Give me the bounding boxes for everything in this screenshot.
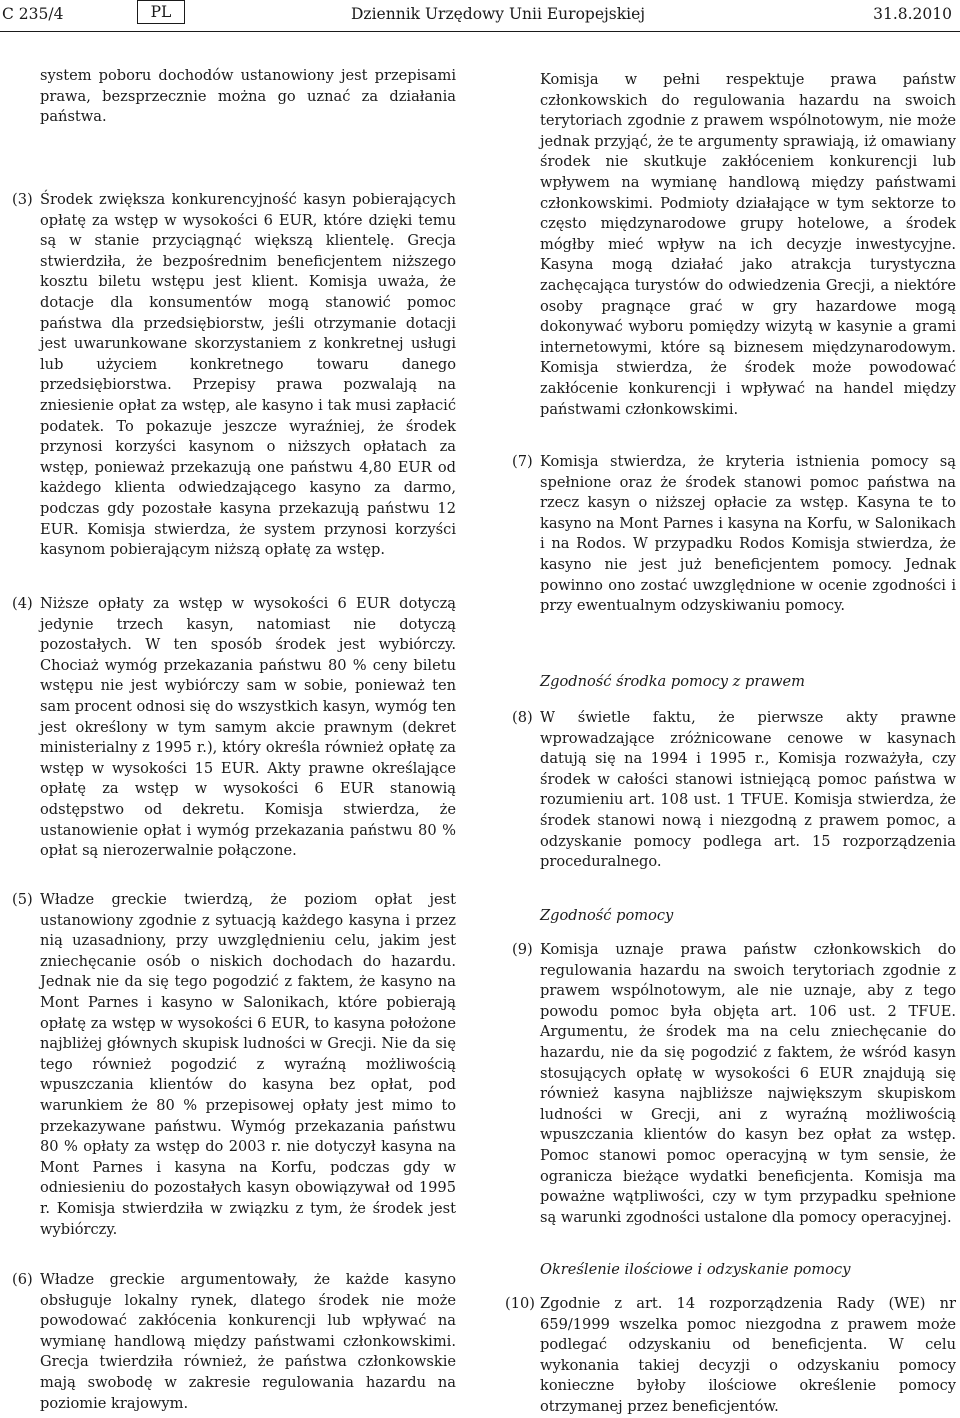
paragraph-5-text: Władze greckie twierdzą, że poziom opłat jest ustanowiony zgodnie z sytuacją każdego kasyna i przez nią uzasadniony, przy uwzględnieniu celu, jakim jest zniechęcanie osób o niskich dochodach do hazardu. Jednak nie da się tego pogodzić z faktem, że kasyno na Mont Parnes i kasyno w Salonikach, które pobierają opłatę za wstęp w wysokości 6 EUR, to kasyna położone najbliżej głównych skupisk ludności w Grecji. Nie da się tego również pogodzić z wyraźną możliwością wpuszczania klientów do kasyna bez opłat, pod warunkiem że 80 % przepisowej opłaty jest mimo to przekazywane państwu. Wymóg przekazania państwu 80 % opłaty za wstęp do 2003 r. nie dotyczył kasyna na Mont Parnes i kasyna na Korfu, podczas gdy w odniesieniu do pozostałych kasyn obowiązywał od 1995 r. Komisja stwierdziła w związku z tym, że środek jest wybiórczy. xyxy=(40,891,456,1238)
paragraph-5 xyxy=(40,890,456,1240)
paragraph-number-4: (4) xyxy=(12,595,33,612)
paragraph-number-7: (7) xyxy=(512,453,533,470)
paragraph-8-text: W świetle faktu, że pierwsze akty prawne wprowadzające zróżnicowane cenowe w kasynach datują się na 1994 i 1995 r., Komisja rozważyła, czy środek w całości stanowi istniejącą pomoc państwa w rozumieniu art. 108 ust. 1 TFUE. Komisja stwierdza, że środek stanowi nową i niezgodną z prawem pomoc, a odzyskanie pomocy podlega art. 15 rozporządzenia proceduralnego. xyxy=(540,709,956,871)
page-reference: C 235/4 xyxy=(2,5,64,23)
paragraph-3-text: Środek zwiększa konkurencyjność kasyn pobierających opłatę za wstęp w wysokości 6 EUR, które dzięki temu są w stanie przyciągnąć większą klientelę. Grecja stwierdziła, że bezpośrednim beneficjentem niższego kosztu biletu wstępu jest klient. Komisja uważa, że dotacje dla konsumentów mogą stanowić pomoc państwa dla przedsiębiorstw, jeśli otrzymanie dotacji jest uwarunkowane skorzystaniem z konkretnej usługi lub użyciem konkretnego towaru danego przedsiębiorstwa. Przepisy prawa pozwalają na zniesienie opłat za wstęp, ale kasyno i tak musi zapłacić podatek. To pokazuje jeszcze wyraźniej, że środek przynosi korzyści kasynom o niższych opłatach za wstęp, ponieważ przekazują one państwu 4,80 EUR od każdego klienta odwiedzającego kasyno za darmo, podczas gdy pozostałe kasyna przekazują państwu 12 EUR. Komisja stwierdza, że system przynosi korzyści kasynom pobierającym niższą opłatę za wstęp. xyxy=(40,191,456,559)
paragraph-number-5: (5) xyxy=(12,891,33,908)
section-heading-legality: Zgodność środka pomocy z prawem xyxy=(540,673,805,690)
paragraph-number-8: (8) xyxy=(512,709,533,726)
language-badge: PL xyxy=(137,0,185,24)
paragraph-3 xyxy=(40,190,456,561)
section-heading-compatibility: Zgodność pomocy xyxy=(540,907,674,924)
paragraph-number-9: (9) xyxy=(512,941,533,958)
right-intro-paragraph xyxy=(540,70,956,420)
paragraph-number-6: (6) xyxy=(12,1271,33,1288)
paragraph-10-text: Zgodnie z art. 14 rozporządzenia Rady (WE) nr 659/1999 wszelka pomoc niezgodna z prawem może podlegać odzyskaniu od beneficjenta. W celu wykonania takiej decyzji o odzyskaniu pomocy konieczne byłoby ilościowe określenie pomocy otrzymanej przez beneficjentów. xyxy=(540,1295,956,1415)
paragraph-7 xyxy=(540,452,956,617)
journal-title: Dziennik Urzędowy Unii Europejskiej xyxy=(351,5,646,23)
paragraph-4-text: Niższe opłaty za wstęp w wysokości 6 EUR dotyczą jedynie trzech kasyn, natomiast nie dotyczą pozostałych. W ten sposób środek jest wybiórczy. Chociaż wymóg przekazania państwu 80 % ceny biletu wstępu nie jest wybiórczy sam w sobie, ponieważ ten sam procent odnosi się do wszystkich kasyn, wymóg ten jest określony w tym samym akcie prawnym (dekret ministerialny z 1995 r.), który określa również opłatę za wstęp w wysokości 15 EUR. Akty prawne określające opłatę za wstęp w wysokości 6 EUR stanowią odstępstwo od dekretu. Komisja stwierdza, że ustanowienie opłat i wymóg przekazania państwu 80 % opłat są nierozerwalnie połączone. xyxy=(40,595,456,860)
section-heading-recovery: Określenie ilościowe i odzyskanie pomocy xyxy=(540,1261,851,1278)
paragraph-9 xyxy=(540,940,956,1228)
page-header xyxy=(0,0,960,34)
paragraph-6-text: Władze greckie argumentowały, że każde kasyno obsługuje lokalny rynek, dlatego środek nie może powodować zakłócenia konkurencji lub wpływać na wymianę handlową między państwami członkowskimi. Grecja twierdziła również, że państwa członkowskie mają swobodę w zakresie regulowania hazardu na poziomie krajowym. xyxy=(40,1271,456,1412)
paragraph-number-3: (3) xyxy=(12,191,33,208)
paragraph-10 xyxy=(540,1294,956,1418)
header-divider xyxy=(0,31,960,32)
paragraph-7-text: Komisja stwierdza, że kryteria istnienia pomocy są spełnione oraz że środek stanowi pomoc państwa na rzecz kasyn o niższej opłacie za wstęp. Kasyna te to kasyno na Mont Parnes i kasyna na Korfu, w Salonikach i na Rodos. W przypadku Rodos Komisja stwierdza, że kasyno nie jest już beneficjentem pomocy. Jednak powinno ono zostać uwzględnione w ocenie zgodności i przy ewentualnym odzyskiwaniu pomocy. xyxy=(540,453,956,615)
paragraph-8 xyxy=(540,708,956,873)
left-intro-text: system poboru dochodów ustanowiony jest przepisami prawa, bezsprzecznie można go uznać za działania państwa. xyxy=(40,67,456,126)
paragraph-4 xyxy=(40,594,456,862)
publication-date: 31.8.2010 xyxy=(873,5,952,23)
paragraph-number-10: (10) xyxy=(505,1295,535,1312)
left-intro-paragraph xyxy=(40,66,456,128)
right-intro-text: Komisja w pełni respektuje prawa państw członkowskich do regulowania hazardu na swoich terytoriach zgodnie z prawem wspólnotowym, nie może jednak przyjąć, że te argumenty sprawiają, iż omawiany środek nie skutkuje zakłóceniem konkurencji lub wpływem na wymianę handlową między państwami członkowskimi. Podmioty działające w tym sektorze to często międzynarodowe grupy hotelowe, a środek mógłby mieć wpływ na ich decyzje inwestycyjne. Kasyna mogą działać jako atrakcja turystyczna zachęcająca turystów do odwiedzenia Grecji, a niektóre osoby pragnące grać w gry hazardowe mogą dokonywać wyboru pomiędzy wizytą w kasynie a grami internetowymi, które są biznesem międzynarodowym. Komisja stwierdza, że środek może powodować zakłócenie konkurencji i wpływać na handel między państwami członkowskimi. xyxy=(540,71,956,418)
paragraph-9-text: Komisja uznaje prawa państw członkowskich do regulowania hazardu na swoich terytoriach zgodnie z prawem wspólnotowym, ale nie uznaje, aby z tego powodu pomoc była objęta art. 106 ust. 2 TFUE. Argumentu, że środek ma na celu zniechęcanie do hazardu, nie da się pogodzić z faktem, że wśród kasyn stosujących opłatę w wysokości 6 EUR znajdują się również kasyna najbliższe największym skupiskom ludności w Grecji, ani z wyraźną możliwością wpuszczania klientów do kasyn bez opłat za wstęp. Pomoc stanowi pomoc operacyjną w tym sensie, że ogranicza bieżące wydatki beneficjenta. Komisja ma poważne wątpliwości, czy w tym przypadku spełnione są warunki zgodności ustalone dla pomocy operacyjnej. xyxy=(540,941,956,1226)
